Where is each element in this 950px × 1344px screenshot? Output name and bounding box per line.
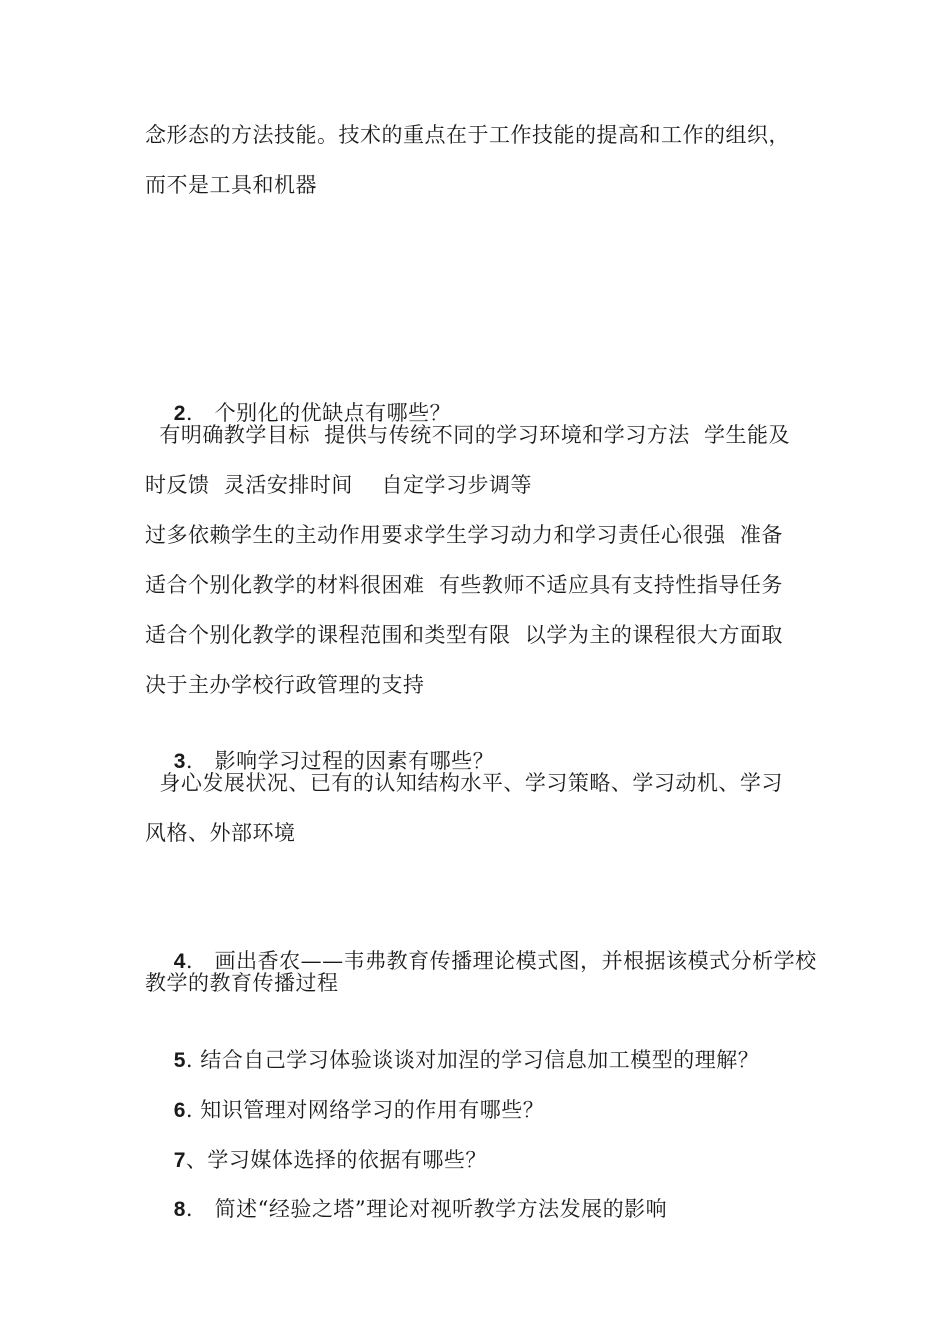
question-separator: . bbox=[185, 949, 215, 973]
question-number: 4 bbox=[173, 950, 186, 973]
question-number: 8 bbox=[173, 1198, 186, 1221]
intro-line-2: 而不是工具和机器 bbox=[145, 173, 317, 197]
question-text: 结合自己学习体验谈谈对加涅的学习信息加工模型的理解？ bbox=[200, 1048, 760, 1072]
question-text: 个别化的优缺点有哪些？ bbox=[214, 401, 452, 425]
question-number: 5 bbox=[173, 1049, 186, 1072]
question-separator: . bbox=[185, 401, 215, 425]
question-separator: . bbox=[185, 1197, 215, 1221]
answer-2-line-2: 时反馈 灵活安排时间 自定学习步调等 bbox=[145, 473, 533, 497]
question-number: 2 bbox=[173, 402, 186, 425]
question-text: 知识管理对网络学习的作用有哪些？ bbox=[200, 1098, 545, 1122]
question-separator: . bbox=[185, 1048, 201, 1072]
question-separator: . bbox=[185, 749, 215, 773]
answer-2-line-6: 决于主办学校行政管理的支持 bbox=[145, 673, 425, 697]
answer-2-line-3: 过多依赖学生的主动作用要求学生学习动力和学习责任心很强 准备 bbox=[145, 523, 783, 547]
question-separator: 、 bbox=[185, 1148, 208, 1172]
question-number: 3 bbox=[173, 750, 186, 773]
question-number: 6 bbox=[173, 1099, 186, 1122]
answer-2-line-1: 有明确教学目标 提供与传统不同的学习环境和学习方法 学生能及 bbox=[145, 423, 791, 447]
question-number: 7 bbox=[173, 1149, 186, 1172]
question-text: 学习媒体选择的依据有哪些？ bbox=[207, 1148, 487, 1172]
answer-2-line-4: 适合个别化教学的材料很困难 有些教师不适应具有支持性指导任务 bbox=[145, 573, 783, 597]
question-text: 影响学习过程的因素有哪些？ bbox=[214, 749, 495, 773]
question-text: 简述“经验之塔”理论对视听教学方法发展的影响 bbox=[214, 1197, 668, 1221]
question-text: 画出香农——韦弗教育传播理论模式图，并根据该模式分析学校 bbox=[214, 949, 817, 973]
question-8-heading bbox=[145, 1167, 667, 1252]
answer-2-line-5: 适合个别化教学的课程范围和类型有限 以学为主的课程很大方面取 bbox=[145, 623, 783, 647]
answer-4-line-1: 教学的教育传播过程 bbox=[145, 971, 339, 995]
intro-line-1: 念形态的方法技能。技术的重点在于工作技能的提高和工作的组织， bbox=[145, 123, 790, 147]
answer-3-line-2: 风格、外部环境 bbox=[145, 821, 296, 845]
answer-3-line-1: 身心发展状况、已有的认知结构水平、学习策略、学习动机、学习 bbox=[145, 771, 783, 795]
question-separator: . bbox=[185, 1098, 201, 1122]
